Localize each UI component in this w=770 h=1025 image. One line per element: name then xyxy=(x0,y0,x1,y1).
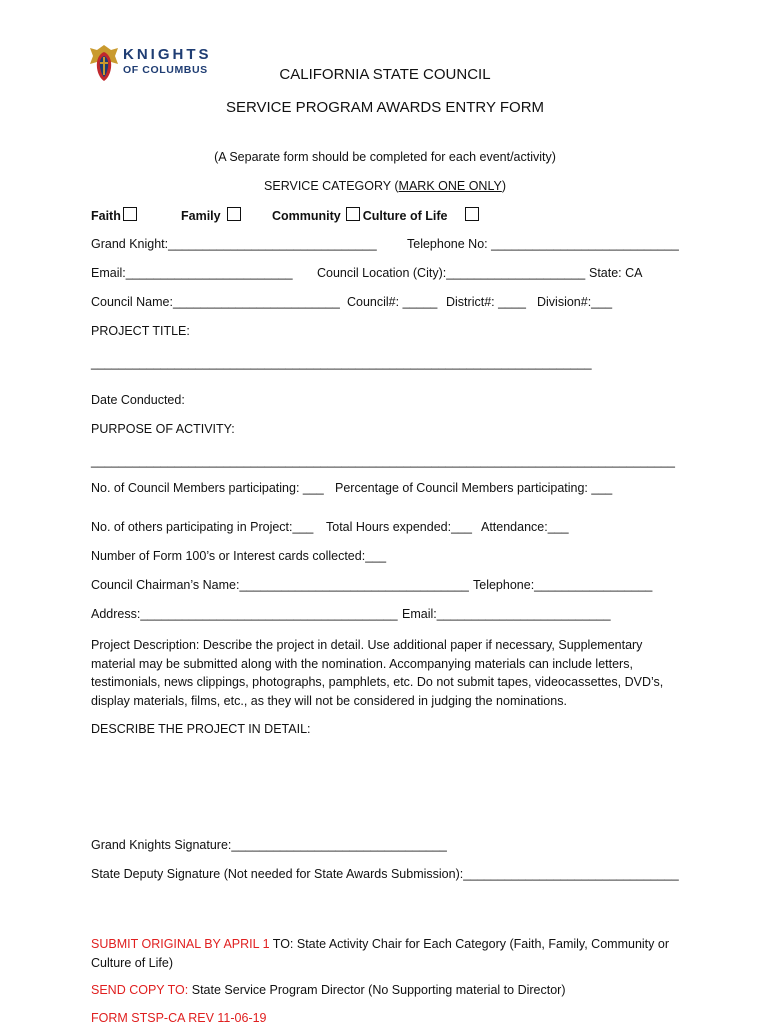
logo-line2: OF COLUMBUS xyxy=(123,64,208,76)
family-checkbox[interactable] xyxy=(227,207,241,221)
state-deputy-signature-field[interactable]: State Deputy Signature (Not needed for State Awards Submission):_______________________________ xyxy=(91,867,679,881)
copy-instructions xyxy=(91,983,565,997)
faith-checkbox[interactable] xyxy=(123,207,137,221)
form-code: FORM STSP-CA REV 11-06-19 xyxy=(91,1011,267,1025)
percentage-field[interactable]: Percentage of Council Members participating: ___ xyxy=(335,481,613,495)
telephone-field[interactable]: Telephone No: ___________________________ xyxy=(407,237,679,251)
copy-recipient: State Service Program Director (No Supporting material to Director) xyxy=(188,983,566,997)
state-value: State: CA xyxy=(589,266,643,280)
category-prefix: SERVICE CATEGORY ( xyxy=(264,179,399,193)
form-title-awards: SERVICE PROGRAM AWARDS ENTRY FORM xyxy=(225,99,545,116)
division-number-field[interactable]: Division#:___ xyxy=(537,295,613,309)
culture-checkbox[interactable] xyxy=(465,207,479,221)
copy-label: SEND COPY TO: xyxy=(91,983,189,997)
submit-recipient: TO: State Activity Chair for Each Category (Faith, Family, Community or Culture of Life) xyxy=(91,937,669,970)
purpose-label: PURPOSE OF ACTIVITY: xyxy=(91,422,235,436)
email-field[interactable]: Email:________________________ xyxy=(91,266,293,280)
project-description: Project Description: Describe the project in detail. Use additional paper if necessary, Supplementary material may be submitted along with the nomination. Accompanying materials can include letters, testimonials, news clippings, photographs, pamphlets, etc. Do not submit tapes, videocassettes, DVD’s, display materials, films, etc., as they will not be considered in judging the nominations. xyxy=(91,638,664,708)
describe-detail-label: DESCRIBE THE PROJECT IN DETAIL: xyxy=(91,722,311,736)
council-name-field[interactable]: Council Name:________________________ xyxy=(91,295,340,309)
category-community xyxy=(272,207,479,223)
purpose-line[interactable]: ____________________________________________________________________________________ xyxy=(91,454,675,468)
submit-instructions xyxy=(91,935,681,972)
family-label: Family xyxy=(181,209,221,223)
category-family xyxy=(181,207,241,223)
faith-label: Faith xyxy=(91,209,121,223)
form-title-council: CALIFORNIA STATE COUNCIL xyxy=(279,66,491,83)
project-title-label: PROJECT TITLE: xyxy=(91,324,190,338)
submit-deadline: SUBMIT ORIGINAL BY APRIL 1 xyxy=(91,937,270,951)
attendance-field[interactable]: Attendance:___ xyxy=(481,520,569,534)
district-number-field[interactable]: District#: ____ xyxy=(446,295,526,309)
community-label: Community xyxy=(272,209,341,223)
category-suffix: ) xyxy=(501,179,506,193)
members-participating-field[interactable]: No. of Council Members participating: ___ xyxy=(91,481,324,495)
chairman-name-field[interactable]: Council Chairman’s Name:_________________________________ xyxy=(91,578,469,592)
chairman-telephone-field[interactable]: Telephone:_________________ xyxy=(473,578,653,592)
category-faith xyxy=(91,207,137,223)
project-title-line[interactable]: ________________________________________________________________________ xyxy=(91,356,592,370)
total-hours-field[interactable]: Total Hours expended:___ xyxy=(326,520,472,534)
form100-field[interactable]: Number of Form 100’s or Interest cards collected:___ xyxy=(91,549,387,563)
date-conducted-field[interactable]: Date Conducted: xyxy=(91,393,185,407)
culture-label: Culture of Life xyxy=(362,209,448,223)
address-field[interactable]: Address:_____________________________________ xyxy=(91,607,398,621)
service-category-heading xyxy=(0,179,770,193)
logo-line1: KNIGHTS xyxy=(123,46,212,63)
address-email-field[interactable]: Email:_________________________ xyxy=(402,607,611,621)
council-location-field[interactable]: Council Location (City):____________________ xyxy=(317,266,586,280)
grand-knight-field[interactable]: Grand Knight:______________________________ xyxy=(91,237,377,251)
others-participating-field[interactable]: No. of others participating in Project:___ xyxy=(91,520,314,534)
mark-one-only: MARK ONE ONLY xyxy=(398,179,502,193)
community-checkbox[interactable] xyxy=(346,207,360,221)
grand-knight-signature-field[interactable]: Grand Knights Signature:_______________________________ xyxy=(91,838,447,852)
council-number-field[interactable]: Council#: _____ xyxy=(347,295,438,309)
form-note: (A Separate form should be completed for each event/activity) xyxy=(214,150,556,164)
